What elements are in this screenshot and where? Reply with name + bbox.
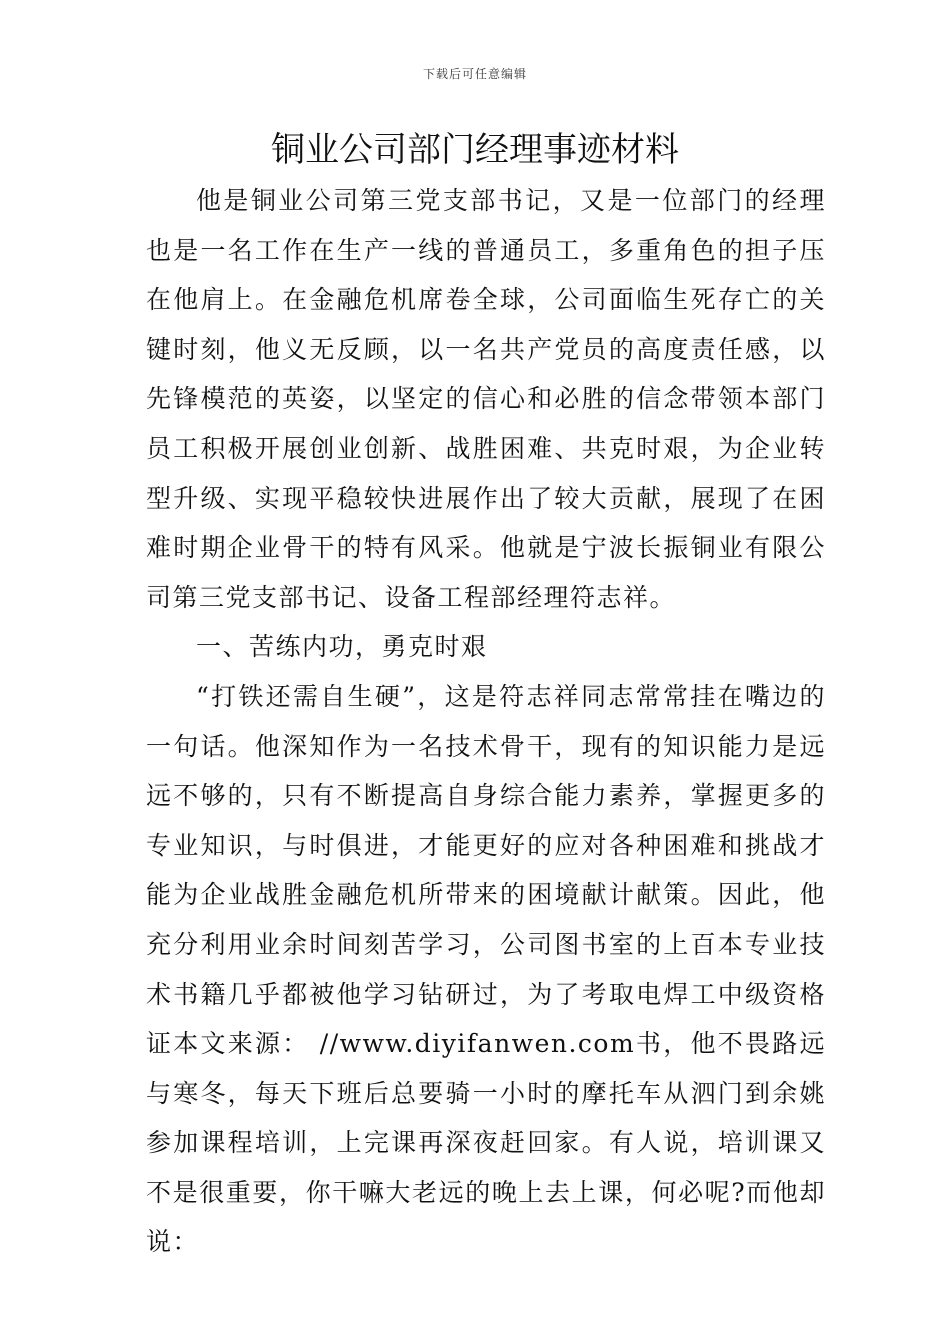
paragraph-section-1: “打铁还需自生硬”，这是符志祥同志常常挂在嘴边的一句话。他深知作为一名技术骨干，现有的知识能力是远远不够的，只有不断提高自身综合能力素养，掌握更多的专业知识，与时俱进，才能更好的应对各种困难和挑战才能为企业战胜金融危机所带来的困境献计献策。因此，他充分利用业余时间刻苦学习，公司图书室的上百本专业技术书籍几乎都被他学习钻研过，为了考取电焊工中级资格证本文来源： //www.diyifanwen.com书，他不畏路远与寒冬，每天下班后总要骑一小时的摩托车从泗门到余姚参加课程培训，上完课再深夜赶回家。有人说，培训课又不是很重要，你干嘛大老远的晚上去上课，何必呢?而他却说： [146, 681, 826, 1257]
header-note: 下载后可任意编辑 [422, 67, 527, 81]
paragraph-intro: 他是铜业公司第三党支部书记，又是一位部门的经理也是一名工作在生产一线的普通员工，多重角色的担子压在他肩上。在金融危机席卷全球，公司面临生死存亡的关键时刻，他义无反顾，以一名共产党员的高度责任感，以先锋模范的英姿，以坚定的信心和必胜的信念带领本部门员工积极开展创业创新、战胜困难、共克时艰，为企业转型升级、实现平稳较快进展作出了较大贡献，展现了在困难时期企业骨干的特有风采。他就是宁波长振铜业有限公司第三党支部书记、设备工程部经理符志祥。 [146, 186, 826, 612]
document-title: 铜业公司部门经理事迹材料 [271, 130, 679, 170]
document-body [146, 176, 826, 1267]
section-heading-1: 一、苦练内功，勇克时艰 [196, 632, 488, 662]
